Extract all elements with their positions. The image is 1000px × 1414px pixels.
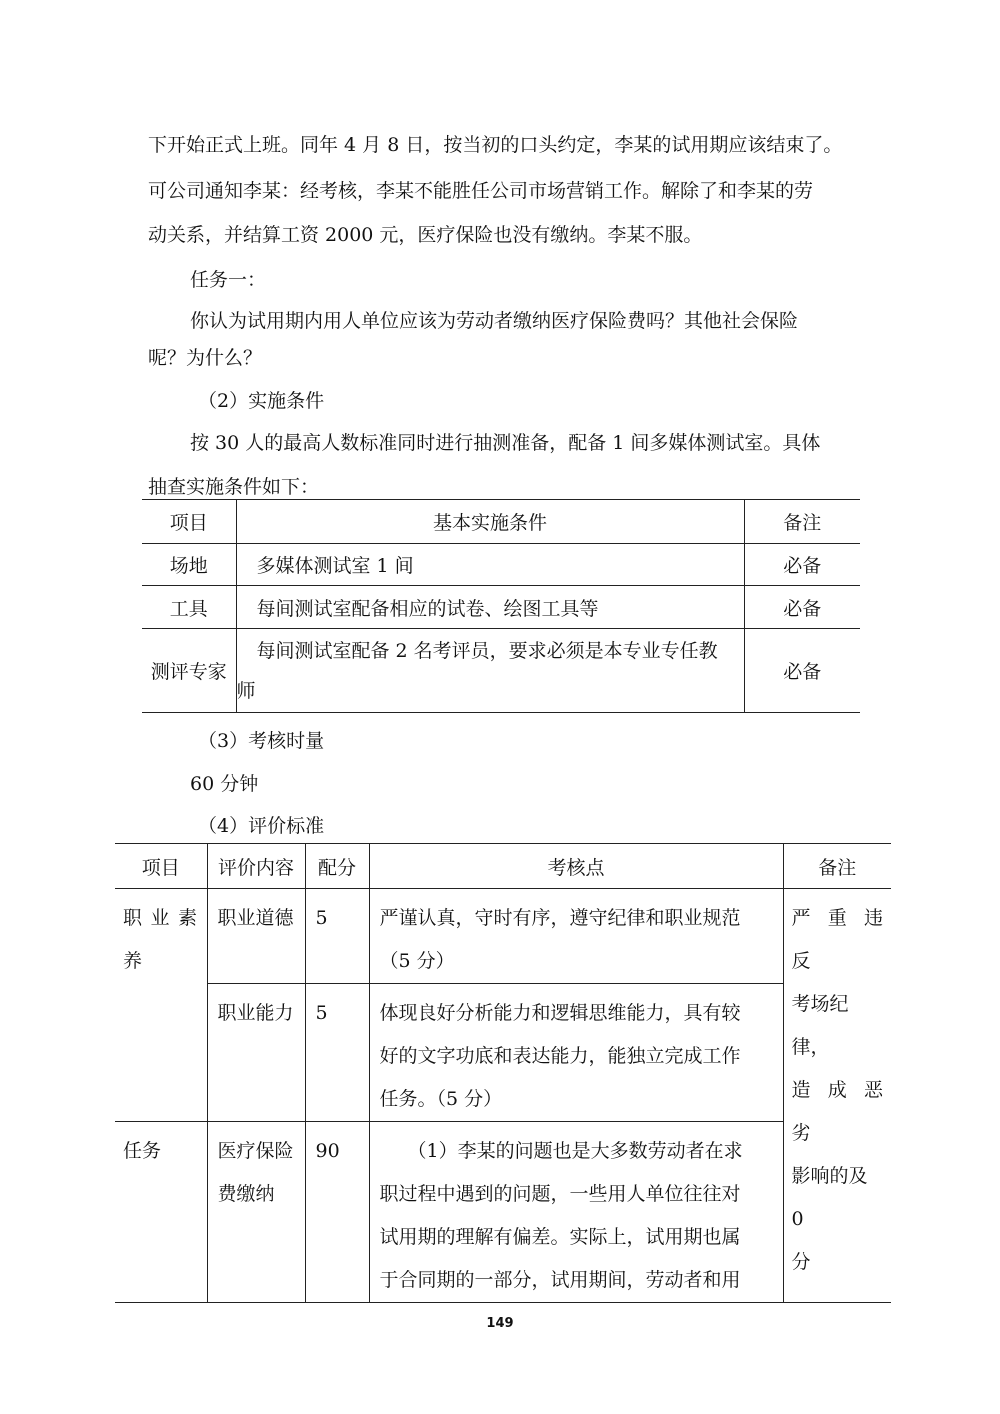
score-cell: 5	[305, 889, 369, 984]
criteria-table	[115, 843, 891, 1303]
page-number: 149	[486, 1316, 514, 1331]
header-cell: 项目	[142, 500, 236, 544]
cell-line: 考场纪律，	[791, 993, 849, 1058]
cell-line: （5 分）	[379, 950, 455, 972]
table-cell: 场地	[142, 544, 236, 586]
cell-line: （1）李某的问题也是大多数劳动者在求	[407, 1140, 743, 1162]
cell-line: 影响的及 0	[791, 1165, 868, 1230]
cell-line: 费缴纳	[217, 1183, 275, 1205]
point-cell	[369, 1122, 783, 1303]
section-heading: （3）考核时量	[198, 730, 325, 752]
table-cell: 工具	[142, 586, 236, 629]
content-cell	[207, 1122, 305, 1303]
paragraph-line: 抽查实施条件如下：	[148, 476, 320, 498]
cell-line: 体现良好分析能力和逻辑思维能力，具有较	[379, 1002, 741, 1024]
cell-line: 造 成 恶 劣	[791, 1079, 883, 1144]
table-cell: 测评专家	[142, 629, 236, 713]
point-cell	[369, 984, 783, 1122]
table-cell	[236, 629, 744, 713]
cell-line: 分	[791, 1251, 811, 1273]
paragraph-line: 下开始正式上班。同年 4 月 8 日，按当初的口头约定，李某的试用期应该结束了。	[148, 134, 843, 156]
cell-line: 好的文字功底和表达能力，能独立完成工作	[379, 1045, 741, 1067]
point-cell	[369, 889, 783, 984]
table-cell: 必备	[744, 629, 860, 713]
cell-line: 每间测试室配备 2 名考评员，要求必须是本专业专任教	[256, 639, 718, 662]
table-cell: 多媒体测试室 1 间	[236, 544, 744, 586]
header-cell: 备注	[783, 844, 891, 889]
content-cell: 职业道德	[207, 889, 305, 984]
cell-line: 职过程中遇到的问题，一些用人单位往往对	[379, 1183, 741, 1205]
cell-line: 养	[123, 950, 143, 972]
question-line: 你认为试用期内用人单位应该为劳动者缴纳医疗保险费吗？其他社会保险	[190, 310, 799, 332]
content-cell: 职业能力	[207, 984, 305, 1122]
paragraph-line: 可公司通知李某：经考核，李某不能胜任公司市场营销工作。解除了和李某的劳	[148, 180, 814, 202]
header-cell: 备注	[744, 500, 860, 544]
cell-line: 医疗保险	[217, 1140, 294, 1162]
duration-text: 60 分钟	[190, 773, 259, 795]
cell-line: 严谨认真，守时有序，遵守纪律和职业规范	[379, 907, 741, 929]
header-cell: 考核点	[369, 844, 783, 889]
header-cell: 配分	[305, 844, 369, 889]
header-cell: 基本实施条件	[236, 500, 744, 544]
paragraph-line: 动关系，并结算工资 2000 元，医疗保险也没有缴纳。李某不服。	[148, 224, 703, 246]
conditions-table	[142, 499, 860, 713]
score-cell: 90	[305, 1122, 369, 1303]
task-heading: 任务一：	[190, 269, 267, 291]
table-cell: 每间测试室配备相应的试卷、绘图工具等	[236, 586, 744, 629]
table-cell: 必备	[744, 586, 860, 629]
group-cell: 任务	[115, 1122, 207, 1303]
cell-line: 师	[236, 679, 256, 702]
header-cell: 项目	[115, 844, 207, 889]
header-cell: 评价内容	[207, 844, 305, 889]
cell-line: 于合同期的一部分，试用期间，劳动者和用	[379, 1269, 741, 1291]
section-heading: （2）实施条件	[198, 390, 325, 412]
section-heading: （4）评价标准	[198, 815, 325, 837]
paragraph-line: 按 30 人的最高人数标准同时进行抽测准备，配备 1 间多媒体测试室。具体	[190, 432, 821, 454]
cell-line: 任务。（5 分）	[379, 1088, 503, 1110]
note-cell	[783, 889, 891, 1303]
group-cell	[115, 889, 207, 1122]
cell-line: 职 业 素	[123, 907, 197, 929]
cell-line: 试用期的理解有偏差。实际上，试用期也属	[379, 1226, 741, 1248]
score-cell: 5	[305, 984, 369, 1122]
question-line: 呢？为什么？	[148, 347, 263, 369]
cell-line: 严 重 违 反	[791, 907, 883, 972]
table-cell: 必备	[744, 544, 860, 586]
